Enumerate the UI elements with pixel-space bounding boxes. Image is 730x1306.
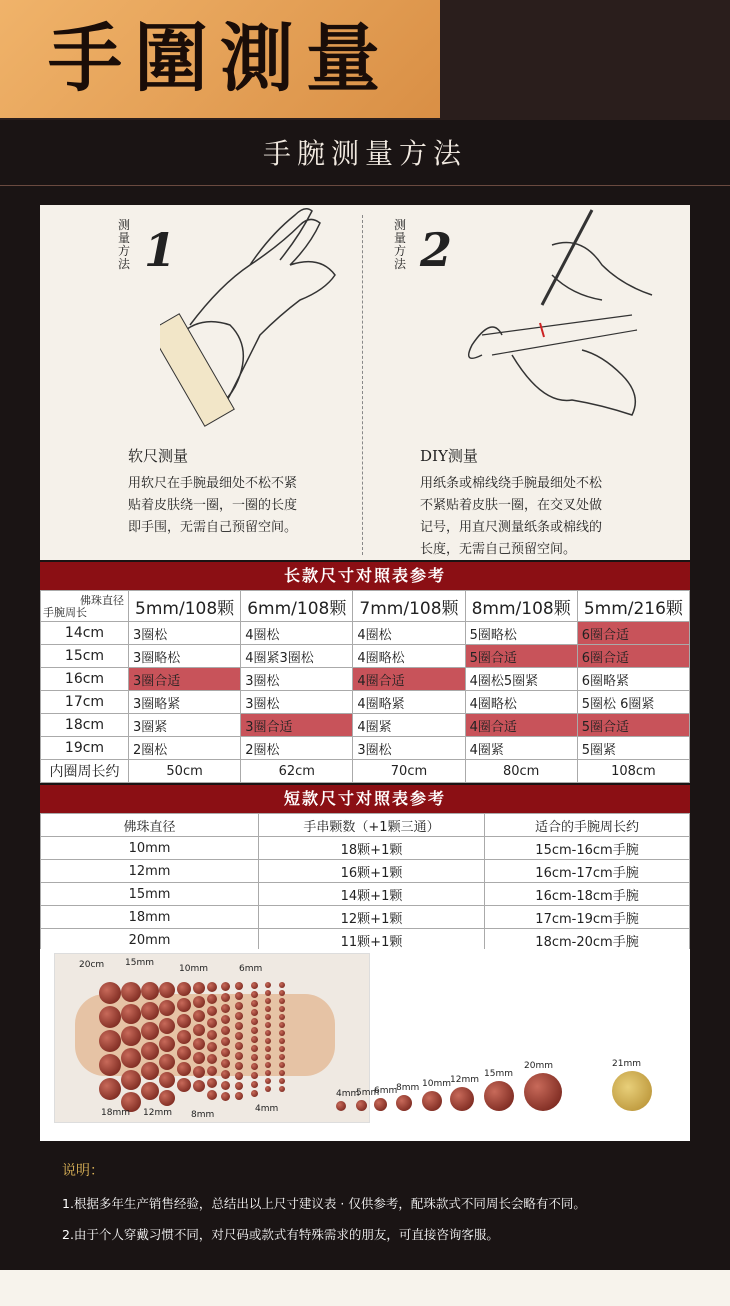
bead bbox=[177, 998, 191, 1012]
long-table-title: 长款尺寸对照表参考 bbox=[40, 562, 690, 590]
bead bbox=[235, 992, 243, 1000]
size-row bbox=[41, 714, 690, 737]
bead bbox=[265, 1062, 271, 1068]
hand-tape-illustration bbox=[160, 205, 360, 430]
bead bbox=[193, 1038, 205, 1050]
size-row bbox=[41, 622, 690, 645]
recommended-cell: 3圈合适 bbox=[241, 714, 353, 737]
column-header: 6mm/108颗 bbox=[241, 591, 353, 622]
bead bbox=[221, 1048, 230, 1057]
bead bbox=[99, 1006, 121, 1028]
short-size-row bbox=[41, 883, 690, 906]
bead bbox=[251, 1036, 258, 1043]
bead bbox=[251, 1000, 258, 1007]
size-label: 4mm bbox=[255, 1104, 279, 1114]
bead bbox=[99, 982, 121, 1004]
bead bbox=[207, 1090, 217, 1100]
bead bbox=[221, 1004, 230, 1013]
bead bbox=[99, 1030, 121, 1052]
bead bbox=[235, 982, 243, 990]
short-table-cell: 16颗+1颗 bbox=[259, 860, 485, 883]
bead bbox=[279, 1046, 285, 1052]
method-1-number: 1 bbox=[144, 223, 177, 277]
bead bbox=[141, 1022, 159, 1040]
bead bbox=[235, 1012, 243, 1020]
bead bbox=[265, 1054, 271, 1060]
bead bbox=[265, 1038, 271, 1044]
short-table-cell: 10mm bbox=[41, 837, 259, 860]
column-header: 佛珠直径 bbox=[41, 814, 259, 837]
measurement-methods-panel bbox=[40, 205, 690, 560]
recommended-cell: 6圈合适 bbox=[577, 645, 689, 668]
bead bbox=[221, 1015, 230, 1024]
footer-strip bbox=[0, 1270, 730, 1306]
bead bbox=[235, 1082, 243, 1090]
size-label: 8mm bbox=[191, 1110, 215, 1120]
column-header: 7mm/108颗 bbox=[353, 591, 465, 622]
bead bbox=[251, 1063, 258, 1070]
bead bbox=[235, 1002, 243, 1010]
short-table-cell: 12mm bbox=[41, 860, 259, 883]
column-header: 适合的手腕周长约 bbox=[485, 814, 690, 837]
scale-label: 21mm bbox=[612, 1059, 641, 1069]
bead bbox=[265, 1086, 271, 1092]
bead bbox=[265, 998, 271, 1004]
long-table-header-row bbox=[41, 591, 690, 622]
bead-size-photo bbox=[40, 949, 690, 1141]
bead bbox=[177, 1014, 191, 1028]
bead bbox=[279, 1078, 285, 1084]
divider-line bbox=[0, 185, 730, 186]
size-row bbox=[41, 645, 690, 668]
bead bbox=[235, 1032, 243, 1040]
bead bbox=[251, 982, 258, 989]
bead bbox=[177, 982, 191, 996]
page-title: 手圍測量 bbox=[48, 16, 392, 102]
fit-cell: 4圈略紧 bbox=[353, 691, 465, 714]
short-table-title: 短款尺寸对照表参考 bbox=[40, 785, 690, 813]
wrist-bracelets-image bbox=[54, 953, 370, 1123]
bead bbox=[235, 1022, 243, 1030]
fit-cell: 3圈松 bbox=[241, 668, 353, 691]
bead bbox=[279, 982, 285, 988]
short-size-row bbox=[41, 860, 690, 883]
bead bbox=[207, 1054, 217, 1064]
bead bbox=[193, 1024, 205, 1036]
bead bbox=[159, 1072, 175, 1088]
bead bbox=[193, 1010, 205, 1022]
method-2-title: DIY测量 bbox=[420, 447, 478, 465]
inner-value: 70cm bbox=[353, 760, 465, 783]
inner-circumference-row bbox=[41, 760, 690, 783]
notes-title: 说明： bbox=[62, 1163, 104, 1179]
bead bbox=[221, 1081, 230, 1090]
bead bbox=[279, 1086, 285, 1092]
scale-label: 10mm bbox=[422, 1079, 451, 1089]
recommended-cell: 4圈合适 bbox=[353, 668, 465, 691]
bead bbox=[121, 1048, 141, 1068]
bead bbox=[207, 1006, 217, 1016]
fit-cell: 4圈紧3圈松 bbox=[241, 645, 353, 668]
bead bbox=[99, 1054, 121, 1076]
wrist-size-cell: 18cm bbox=[41, 714, 129, 737]
fit-cell: 4圈紧 bbox=[353, 714, 465, 737]
scale-label: 12mm bbox=[450, 1075, 479, 1085]
fit-cell: 6圈略紧 bbox=[577, 668, 689, 691]
bead bbox=[251, 1027, 258, 1034]
fit-cell: 5圈松 6圈紧 bbox=[577, 691, 689, 714]
scale-bead bbox=[396, 1095, 412, 1111]
fit-cell: 4圈松 bbox=[353, 622, 465, 645]
bead bbox=[251, 1045, 258, 1052]
short-size-table bbox=[40, 785, 690, 952]
scale-label: 6mm bbox=[374, 1086, 398, 1096]
bead bbox=[251, 991, 258, 998]
scale-label: 8mm bbox=[396, 1083, 420, 1093]
short-table-cell: 18颗+1颗 bbox=[259, 837, 485, 860]
scale-bead bbox=[374, 1098, 387, 1111]
inner-label: 内圈周长约 bbox=[41, 760, 129, 783]
recommended-cell: 3圈合适 bbox=[129, 668, 241, 691]
column-header: 5mm/108颗 bbox=[129, 591, 241, 622]
bead bbox=[279, 1006, 285, 1012]
bead bbox=[159, 1036, 175, 1052]
short-table-cell: 15cm-16cm手腕 bbox=[485, 837, 690, 860]
bead bbox=[235, 1052, 243, 1060]
bead bbox=[251, 1090, 258, 1097]
fit-cell: 3圈松 bbox=[353, 737, 465, 760]
short-table-cell: 17cm-19cm手腕 bbox=[485, 906, 690, 929]
bead bbox=[159, 1054, 175, 1070]
bead bbox=[141, 1082, 159, 1100]
bead bbox=[251, 1072, 258, 1079]
bead bbox=[121, 1026, 141, 1046]
size-label: 18mm bbox=[101, 1108, 130, 1118]
coin-reference bbox=[612, 1071, 652, 1111]
recommended-cell: 5圈合适 bbox=[577, 714, 689, 737]
fit-cell: 3圈松 bbox=[129, 622, 241, 645]
wrist-size-cell: 19cm bbox=[41, 737, 129, 760]
short-table-cell: 20mm bbox=[41, 929, 259, 952]
bead bbox=[279, 1038, 285, 1044]
bead bbox=[265, 1046, 271, 1052]
fit-cell: 2圈松 bbox=[241, 737, 353, 760]
method-2-number: 2 bbox=[420, 223, 453, 277]
bead bbox=[177, 1062, 191, 1076]
bead bbox=[265, 1006, 271, 1012]
bead bbox=[207, 1066, 217, 1076]
bead bbox=[141, 1042, 159, 1060]
bead bbox=[221, 1026, 230, 1035]
bead bbox=[193, 1080, 205, 1092]
bead bbox=[279, 1014, 285, 1020]
bead bbox=[265, 1030, 271, 1036]
size-row bbox=[41, 668, 690, 691]
bead bbox=[207, 994, 217, 1004]
size-label: 10mm bbox=[179, 964, 208, 974]
bead bbox=[207, 1030, 217, 1040]
scale-bead bbox=[524, 1073, 562, 1111]
bead bbox=[221, 1070, 230, 1079]
bead bbox=[265, 1014, 271, 1020]
bead bbox=[159, 1090, 175, 1106]
fit-cell: 4圈略松 bbox=[353, 645, 465, 668]
fit-cell: 3圈略紧 bbox=[129, 691, 241, 714]
bead bbox=[279, 998, 285, 1004]
short-table-header-row bbox=[41, 814, 690, 837]
short-table-cell: 16cm-18cm手腕 bbox=[485, 883, 690, 906]
bead bbox=[265, 1070, 271, 1076]
fit-cell: 2圈松 bbox=[129, 737, 241, 760]
method-2-vlabel: 测量方法 bbox=[394, 218, 407, 271]
scale-label: 15mm bbox=[484, 1069, 513, 1079]
bead bbox=[193, 1052, 205, 1064]
bead bbox=[207, 1018, 217, 1028]
size-label: 12mm bbox=[143, 1108, 172, 1118]
bead bbox=[159, 982, 175, 998]
bead bbox=[235, 1042, 243, 1050]
section-subtitle: 手腕测量方法 bbox=[262, 137, 467, 170]
fit-cell: 3圈略松 bbox=[129, 645, 241, 668]
table-corner-cell: 佛珠直径 手腕周长 bbox=[41, 591, 129, 622]
recommended-cell: 6圈合适 bbox=[577, 622, 689, 645]
hand-pen-illustration bbox=[432, 205, 672, 430]
column-header: 5mm/216颗 bbox=[577, 591, 689, 622]
wrist-size-cell: 14cm bbox=[41, 622, 129, 645]
bead bbox=[121, 1004, 141, 1024]
column-header: 8mm/108颗 bbox=[465, 591, 577, 622]
note-line: 2.由于个人穿戴习惯不同，对尺码或款式有特殊需求的朋友，可直接咨询客服。 bbox=[62, 1227, 499, 1242]
column-header: 手串颗数（+1颗三通） bbox=[259, 814, 485, 837]
bead bbox=[159, 1018, 175, 1034]
long-table-grid bbox=[40, 590, 690, 783]
short-size-row bbox=[41, 837, 690, 860]
fit-cell: 4圈略松 bbox=[465, 691, 577, 714]
bead bbox=[141, 1062, 159, 1080]
bead bbox=[159, 1000, 175, 1016]
recommended-cell: 4圈合适 bbox=[465, 714, 577, 737]
bead bbox=[221, 1092, 230, 1101]
short-table-cell: 18mm bbox=[41, 906, 259, 929]
bead bbox=[279, 990, 285, 996]
bead bbox=[251, 1018, 258, 1025]
scale-label: 5mm bbox=[356, 1088, 380, 1098]
scale-bead bbox=[484, 1081, 514, 1111]
bead bbox=[207, 1078, 217, 1088]
bead bbox=[221, 1059, 230, 1068]
size-label: 15mm bbox=[125, 958, 154, 968]
bead bbox=[265, 1022, 271, 1028]
bead bbox=[141, 1002, 159, 1020]
wrist-size-cell: 16cm bbox=[41, 668, 129, 691]
bead bbox=[177, 1078, 191, 1092]
bead bbox=[193, 982, 205, 994]
scale-bead bbox=[336, 1101, 346, 1111]
bead bbox=[99, 1078, 121, 1100]
bead bbox=[265, 982, 271, 988]
bead bbox=[251, 1009, 258, 1016]
short-table-cell: 14颗+1颗 bbox=[259, 883, 485, 906]
bead bbox=[265, 990, 271, 996]
note-line: 1.根据多年生产销售经验，总结出以上尺寸建议表 · 仅供参考，配珠款式不同周长会略有不同。 bbox=[62, 1196, 586, 1211]
long-size-table bbox=[40, 562, 690, 783]
fit-cell: 3圈松 bbox=[241, 691, 353, 714]
short-table-cell: 11颗+1颗 bbox=[259, 929, 485, 952]
short-table-cell: 18cm-20cm手腕 bbox=[485, 929, 690, 952]
notes-section bbox=[62, 1160, 586, 1256]
inner-value: 108cm bbox=[577, 760, 689, 783]
bead bbox=[207, 1042, 217, 1052]
size-row bbox=[41, 737, 690, 760]
wrist-size-cell: 17cm bbox=[41, 691, 129, 714]
bead bbox=[251, 1081, 258, 1088]
bead bbox=[265, 1078, 271, 1084]
short-table-cell: 16cm-17cm手腕 bbox=[485, 860, 690, 883]
title-banner bbox=[0, 0, 440, 118]
bead bbox=[279, 1022, 285, 1028]
bead bbox=[279, 1054, 285, 1060]
short-size-row bbox=[41, 906, 690, 929]
fit-cell: 4圈松 bbox=[241, 622, 353, 645]
method-2 bbox=[362, 205, 690, 560]
bead bbox=[193, 1066, 205, 1078]
short-table-grid bbox=[40, 813, 690, 952]
bead bbox=[141, 982, 159, 1000]
bead bbox=[251, 1054, 258, 1061]
bead bbox=[221, 1037, 230, 1046]
scale-bead bbox=[450, 1087, 474, 1111]
method-1-vlabel: 测量方法 bbox=[118, 218, 131, 271]
method-1 bbox=[40, 205, 362, 560]
bead bbox=[279, 1062, 285, 1068]
scale-label: 20mm bbox=[524, 1061, 553, 1071]
bead bbox=[221, 982, 230, 991]
bead bbox=[177, 1046, 191, 1060]
inner-value: 50cm bbox=[129, 760, 241, 783]
fit-cell: 4圈松5圈紧 bbox=[465, 668, 577, 691]
recommended-cell: 5圈合适 bbox=[465, 645, 577, 668]
fit-cell: 5圈略松 bbox=[465, 622, 577, 645]
bead bbox=[279, 1070, 285, 1076]
bead bbox=[279, 1030, 285, 1036]
bead bbox=[121, 982, 141, 1002]
scale-bead bbox=[356, 1100, 367, 1111]
size-label: 6mm bbox=[239, 964, 263, 974]
short-table-cell: 15mm bbox=[41, 883, 259, 906]
inner-value: 62cm bbox=[241, 760, 353, 783]
bead bbox=[177, 1030, 191, 1044]
method-2-description: 用纸条或棉线绕手腕最细处不松 不紧贴着皮肤一圈，在交叉处做 记号，用直尺测量纸条或棉线的 长度，无需自己预留空间。 bbox=[420, 476, 603, 557]
bead bbox=[235, 1072, 243, 1080]
bead bbox=[121, 1070, 141, 1090]
method-1-description: 用软尺在手腕最细处不松不紧 贴着皮肤绕一圈，一圈的长度 即手围，无需自己预留空间。 bbox=[128, 476, 298, 535]
short-table-cell: 12颗+1颗 bbox=[259, 906, 485, 929]
method-1-title: 软尺测量 bbox=[128, 447, 189, 465]
fit-cell: 4圈紧 bbox=[465, 737, 577, 760]
bead bbox=[207, 982, 217, 992]
fit-cell: 5圈紧 bbox=[577, 737, 689, 760]
bead bbox=[221, 993, 230, 1002]
bead bbox=[235, 1092, 243, 1100]
size-label: 20cm bbox=[79, 960, 105, 970]
wrist-size-cell: 15cm bbox=[41, 645, 129, 668]
bead bbox=[235, 1062, 243, 1070]
size-row bbox=[41, 691, 690, 714]
fit-cell: 3圈紧 bbox=[129, 714, 241, 737]
inner-value: 80cm bbox=[465, 760, 577, 783]
scale-bead bbox=[422, 1091, 442, 1111]
scale-label: 4mm bbox=[336, 1089, 360, 1099]
bead bbox=[193, 996, 205, 1008]
